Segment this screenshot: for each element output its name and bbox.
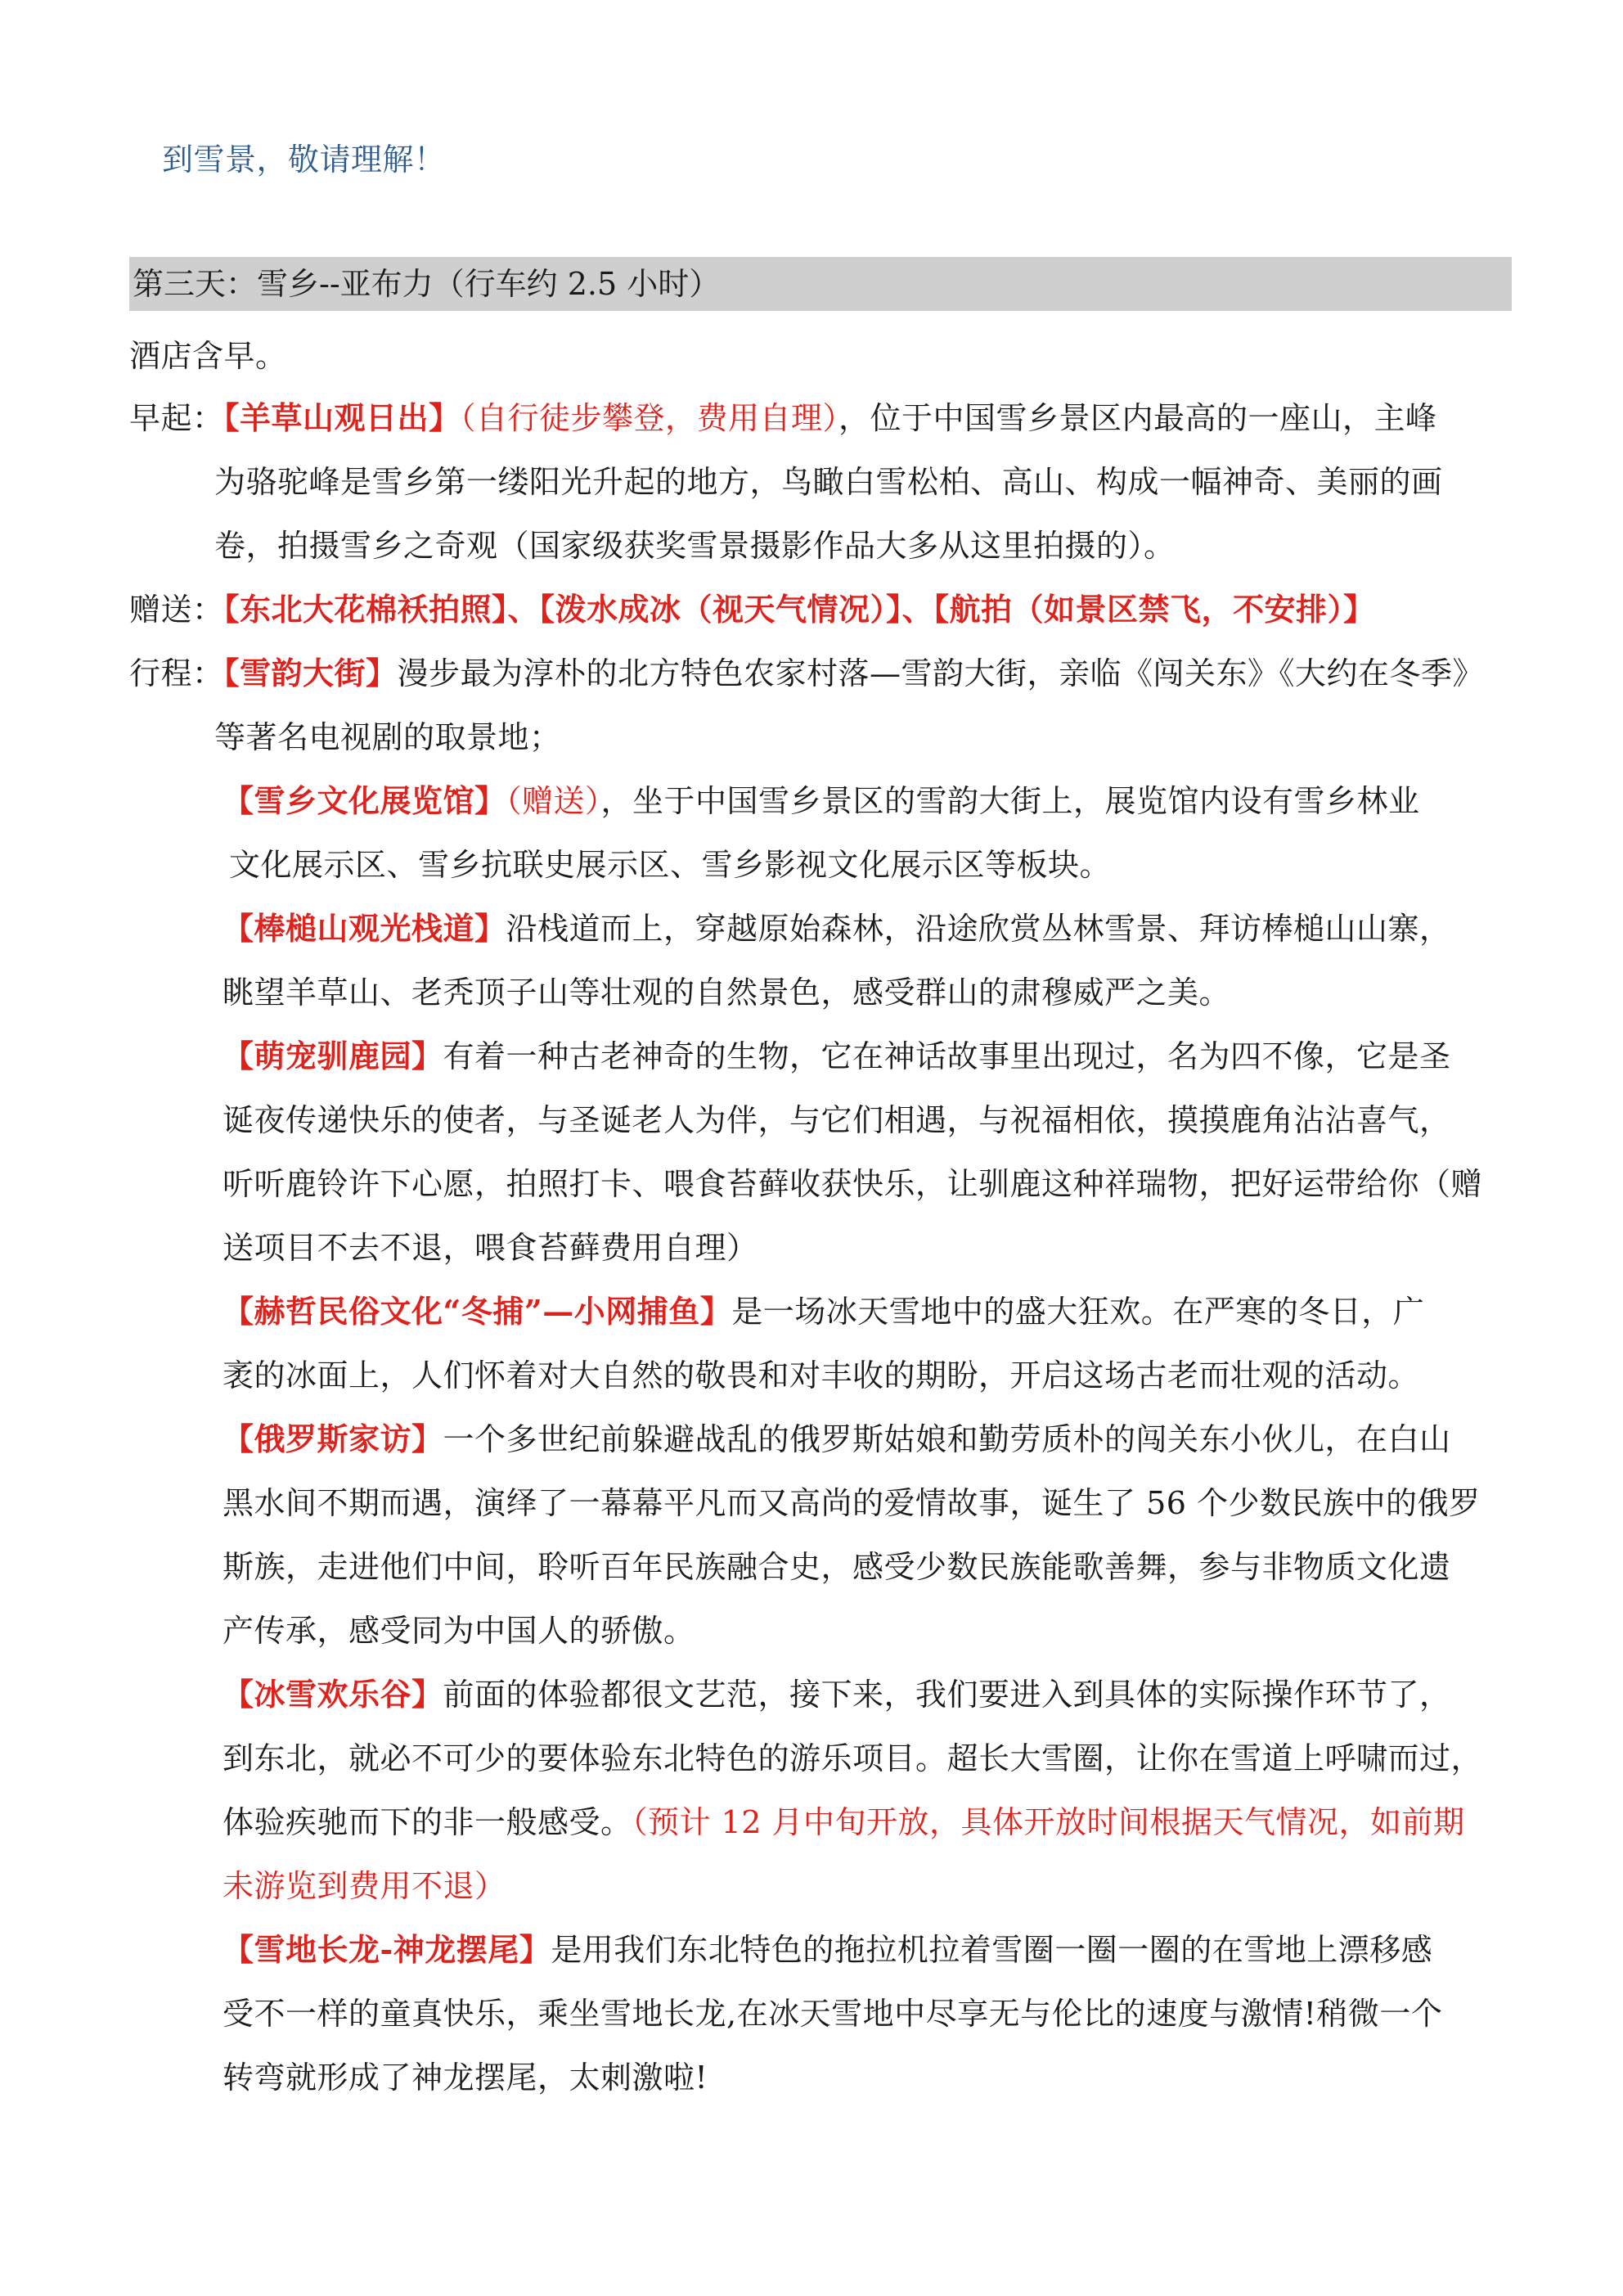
item-title-plankroad: 【棒槌山观光栈道】 xyxy=(223,910,506,947)
item-line-russian-1 xyxy=(223,1419,1451,1460)
item-text-valley-3: 体验疾驰而下的非一般感受。 xyxy=(223,1804,632,1840)
breakfast-note: 酒店含早。 xyxy=(129,338,287,374)
item-text-dragon-2: 受不一样的童真快乐，乘坐雪地长龙,在冰天雪地中尽享无与伦比的速度与激情!稍微一个 xyxy=(223,1996,1443,2032)
item-text-xueyun-1: 漫步最为淳朴的北方特色农家村落—雪韵大街，亲临《闯关东》《大约在冬季》 xyxy=(397,655,1485,691)
item-text-reindeer-4: 送项目不去不退，喂食苔藓费用自理） xyxy=(223,1230,758,1266)
item-line-museum-1 xyxy=(223,781,1420,822)
intro-text: 到雪景，敬请理解！ xyxy=(162,142,446,178)
item-title-xueyun: 【雪韵大街】 xyxy=(223,655,398,691)
item-text-dragon-1: 是用我们东北特色的拖拉机拉着雪圈一圈一圈的在雪地上漂移感 xyxy=(551,1932,1433,1968)
item-title-fishing: 【赫哲民俗文化“冬捕”—小网捕鱼】 xyxy=(223,1293,732,1330)
item-line-reindeer-1 xyxy=(223,1036,1451,1077)
item-note-museum: （赠送） xyxy=(506,783,601,819)
item-text-plankroad-2: 眺望羊草山、老秃顶子山等壮观的自然景色，感受群山的肃穆威严之美。 xyxy=(223,975,1231,1011)
item-text-russian-4: 产传承，感受同为中国人的骄傲。 xyxy=(223,1613,695,1649)
item-title-valley: 【冰雪欢乐谷】 xyxy=(223,1676,443,1713)
item-title-dragon: 【雪地长龙-神龙摆尾】 xyxy=(223,1931,551,1968)
item-title-reindeer: 【萌宠驯鹿园】 xyxy=(223,1038,443,1074)
item-text-reindeer-1: 有着一种古老神奇的生物，它在神话故事里出现过，名为四不像，它是圣 xyxy=(443,1038,1451,1074)
itinerary-line-1 xyxy=(129,653,1484,694)
early-line-2: 为骆驼峰是雪乡第一缕阳光升起的地方，鸟瞰白雪松柏、高山、构成一幅神奇、美丽的画 xyxy=(214,464,1443,500)
item-text-reindeer-2: 诞夜传递快乐的使者，与圣诞老人为伴，与它们相遇，与祝福相依，摸摸鹿角沾沾喜气， xyxy=(223,1102,1451,1138)
item-text-fishing-1: 是一场冰天雪地中的盛大狂欢。在严寒的冬日，广 xyxy=(731,1294,1425,1330)
item-text-plankroad-1: 沿栈道而上，穿越原始森林，沿途欣赏丛林雪景、拜访棒槌山山寨， xyxy=(506,911,1451,947)
gift-items: 【东北大花棉袄拍照】、【泼水成冰（视天气情况）】、【航拍（如景区禁飞，不安排）】 xyxy=(223,591,1375,628)
gift-line xyxy=(129,589,1375,630)
item-note-valley-1: （预计 12 月中旬开放，具体开放时间根据天气情况，如前期 xyxy=(632,1804,1465,1840)
item-line-valley-1 xyxy=(223,1674,1451,1715)
item-text-russian-3: 斯族，走进他们中间，聆听百年民族融合史，感受少数民族能歌善舞，参与非物质文化遗 xyxy=(223,1549,1451,1585)
early-note: （自行徒步攀登，费用自理） xyxy=(460,400,839,436)
day-heading: 第三天：雪乡--亚布力（行车约 2.5 小时） xyxy=(133,266,721,302)
item-text-museum-1: ，坐于中国雪乡景区的雪韵大街上，展览馆内设有雪乡林业 xyxy=(600,783,1420,819)
item-text-fishing-2: 袤的冰面上，人们怀着对大自然的敬畏和对丰收的期盼，开启这场古老而壮观的活动。 xyxy=(223,1357,1420,1393)
item-text-reindeer-3: 听听鹿铃许下心愿，拍照打卡、喂食苔藓收获快乐，让驯鹿这种祥瑞物，把好运带给你（赠 xyxy=(223,1166,1483,1202)
item-text-valley-2: 到东北，就必不可少的要体验东北特色的游乐项目。超长大雪圈，让你在雪道上呼啸而过， xyxy=(223,1740,1483,1776)
item-text-dragon-3: 转弯就形成了神龙摆尾，太刺激啦! xyxy=(223,2060,708,2096)
item-text-museum-2: 文化展示区、雪乡抗联史展示区、雪乡影视文化展示区等板块。 xyxy=(229,847,1112,883)
gift-label: 赠送： xyxy=(129,592,224,628)
itinerary-label: 行程： xyxy=(129,655,224,691)
early-line-3: 卷，拍摄雪乡之奇观（国家级获奖雪景摄影作品大多从这里拍摄的）。 xyxy=(214,528,1176,564)
item-text-russian-2: 黑水间不期而遇，演绎了一幕幕平凡而又高尚的爱情故事，诞生了 56 个少数民族中的俄罗 xyxy=(223,1485,1481,1521)
item-line-valley-3 xyxy=(223,1802,1465,1843)
item-title-russian: 【俄罗斯家访】 xyxy=(223,1420,443,1457)
early-label: 早起： xyxy=(129,400,224,436)
item-note-valley-2: 未游览到费用不退） xyxy=(223,1868,506,1904)
item-line-fishing-1 xyxy=(223,1291,1424,1332)
item-title-museum: 【雪乡文化展览馆】 xyxy=(223,782,506,819)
item-text-valley-1: 前面的体验都很文艺范，接下来，我们要进入到具体的实际操作环节了， xyxy=(443,1677,1451,1713)
item-text-xueyun-2: 等著名电视剧的取景地； xyxy=(214,719,561,755)
item-text-russian-1: 一个多世纪前躲避战乱的俄罗斯姑娘和勤劳质朴的闯关东小伙儿，在白山 xyxy=(443,1421,1451,1457)
early-title: 【羊草山观日出】 xyxy=(223,399,461,436)
item-line-dragon-1 xyxy=(223,1929,1432,1970)
item-line-plankroad-1 xyxy=(223,908,1451,949)
early-text-1: ，位于中国雪乡景区内最高的一座山，主峰 xyxy=(838,400,1437,436)
early-line-1 xyxy=(129,398,1437,439)
